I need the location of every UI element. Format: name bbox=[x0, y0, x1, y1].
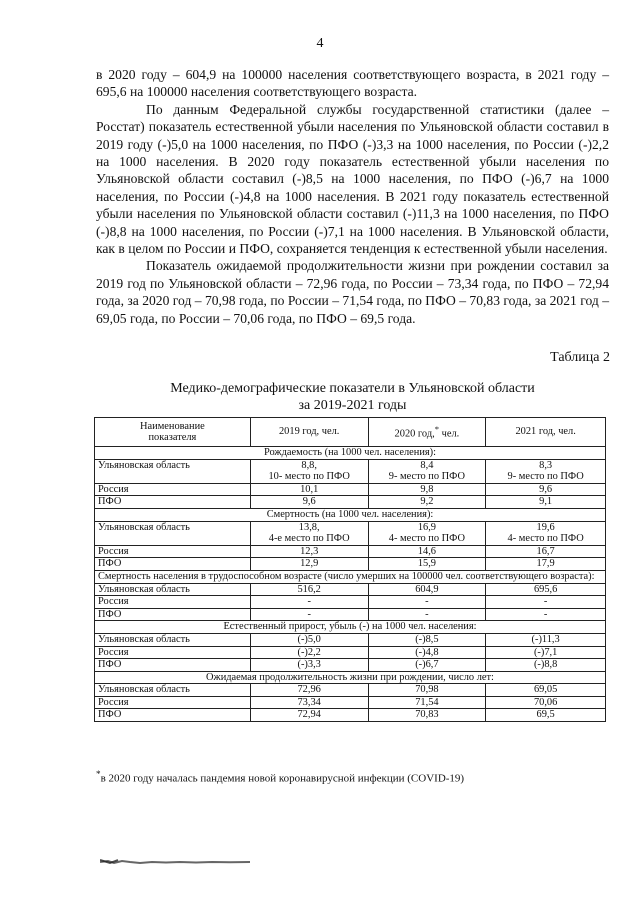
cell: 8,4 9- место по ПФО bbox=[368, 459, 486, 483]
row-name: ПФО bbox=[95, 608, 251, 621]
row-name: ПФО bbox=[95, 659, 251, 672]
cell: (-)8,5 bbox=[368, 633, 486, 646]
footnote-text: в 2020 году началась пандемия новой коронавирусной инфекции (COVID-19) bbox=[100, 772, 465, 785]
section-life: Ожидаемая продолжительность жизни при рождении, число лет: bbox=[95, 671, 606, 684]
paragraph-2: По данным Федеральной службы государственной статистики (далее – Росстат) показатель естественной убыли населения по Ульяновской области составил в 2019 году (-)5,0 на 1000 населения, по ПФО (-)3,3 на 1000 населения, по России (-)2,2 на 1000 населения. В 2020 году показатель естественной убыли населения по Ульяновской области составил (-)8,5 на 1000 населения, по ПФО (-)6,7 на 1000 населения, по России (-)4,8 на 1000 населения. В 2021 году показатель естественной убыли населения по Ульяновской области составил (-)11,3 на 1000 населения, по ПФО (-)8,8 на 1000 населения, по России (-)7,1 на 1000 населения. В Ульяновской области, как в целом по России и ПФО, сохраняется тенденция к естественной убыли населения. bbox=[96, 101, 609, 257]
header-2021: 2021 год, чел. bbox=[486, 418, 606, 447]
cell: (-)4,8 bbox=[368, 646, 486, 659]
table-row bbox=[95, 709, 606, 722]
cell: 8,3 9- место по ПФО bbox=[486, 459, 606, 483]
row-name: Россия bbox=[95, 483, 251, 496]
cell: 71,54 bbox=[368, 696, 486, 709]
cell: 69,5 bbox=[486, 709, 606, 722]
section-row bbox=[95, 671, 606, 684]
table-header-row bbox=[95, 418, 606, 447]
cell: (-)11,3 bbox=[486, 633, 606, 646]
table-label: Таблица 2 bbox=[550, 350, 610, 365]
cell: 9,6 bbox=[486, 483, 606, 496]
row-name: ПФО bbox=[95, 709, 251, 722]
cell: 516,2 bbox=[250, 583, 368, 596]
row-name: Ульяновская область bbox=[95, 459, 251, 483]
header-2020-suffix: чел. bbox=[439, 428, 460, 440]
table-row bbox=[95, 558, 606, 571]
row-name: Россия bbox=[95, 596, 251, 609]
caption-line-1: Медико-демографические показатели в Ульяновской области bbox=[170, 381, 535, 396]
cell: - bbox=[250, 596, 368, 609]
paragraph-3: Показатель ожидаемой продолжительности жизни при рождении составил за 2019 год по Ульяновской области – 72,96 года, по России – 73,34 года, по ПФО – 72,94 года, за 2020 год – 70,98 года, по России – 71,54 года, по ПФО – 70,83 года, за 2021 год – 69,05 года, по России – 70,06 года, по ПФО – 69,5 года. bbox=[96, 258, 609, 326]
cell: (-)3,3 bbox=[250, 659, 368, 672]
cell: 16,9 4- место по ПФО bbox=[368, 521, 486, 545]
table-row bbox=[95, 608, 606, 621]
table-caption bbox=[96, 380, 609, 414]
row-name: Ульяновская область bbox=[95, 684, 251, 697]
cell: - bbox=[368, 596, 486, 609]
cell: (-)2,2 bbox=[250, 646, 368, 659]
cell: (-)6,7 bbox=[368, 659, 486, 672]
table-row bbox=[95, 646, 606, 659]
cell: 72,96 bbox=[250, 684, 368, 697]
cell: 12,9 bbox=[250, 558, 368, 571]
cell: 73,34 bbox=[250, 696, 368, 709]
cell: - bbox=[486, 608, 606, 621]
table-row bbox=[95, 521, 606, 545]
cell: 70,98 bbox=[368, 684, 486, 697]
cell: 17,9 bbox=[486, 558, 606, 571]
section-row bbox=[95, 508, 606, 521]
header-name: Наименование показателя bbox=[95, 418, 251, 447]
section-working-death: Смертность населения в трудоспособном возрасте (число умерших на 100000 чел. соответствующего возраста): bbox=[95, 570, 606, 583]
cell: 8,8, 10- место по ПФО bbox=[250, 459, 368, 483]
footnote bbox=[96, 769, 464, 785]
cell: 72,94 bbox=[250, 709, 368, 722]
row-name: Ульяновская область bbox=[95, 633, 251, 646]
cell: 9,1 bbox=[486, 496, 606, 509]
section-natural: Естественный прирост, убыль (-) на 1000 чел. населения: bbox=[95, 621, 606, 634]
cell: 15,9 bbox=[368, 558, 486, 571]
footnote-mark: * bbox=[96, 769, 101, 779]
page-number: 4 bbox=[316, 36, 324, 51]
section-row bbox=[95, 570, 606, 583]
header-2019: 2019 год, чел. bbox=[250, 418, 368, 447]
cell: 9,6 bbox=[250, 496, 368, 509]
cell: 9,8 bbox=[368, 483, 486, 496]
table-row bbox=[95, 583, 606, 596]
table-row bbox=[95, 545, 606, 558]
table-row bbox=[95, 596, 606, 609]
cell: - bbox=[486, 596, 606, 609]
section-row bbox=[95, 621, 606, 634]
cell: 19,6 4- место по ПФО bbox=[486, 521, 606, 545]
row-name: Россия bbox=[95, 696, 251, 709]
cell: 70,06 bbox=[486, 696, 606, 709]
row-name: Россия bbox=[95, 545, 251, 558]
row-name: Ульяновская область bbox=[95, 521, 251, 545]
cell: 13,8, 4-е место по ПФО bbox=[250, 521, 368, 545]
table-row bbox=[95, 684, 606, 697]
section-row bbox=[95, 447, 606, 460]
table-row bbox=[95, 633, 606, 646]
table-row bbox=[95, 659, 606, 672]
cell: - bbox=[250, 608, 368, 621]
stats-table bbox=[94, 417, 606, 722]
row-name: ПФО bbox=[95, 558, 251, 571]
scan-artifact bbox=[100, 858, 260, 866]
cell: (-)8,8 bbox=[486, 659, 606, 672]
cell: (-)5,0 bbox=[250, 633, 368, 646]
cell: 69,05 bbox=[486, 684, 606, 697]
cell: - bbox=[368, 608, 486, 621]
cell: 10,1 bbox=[250, 483, 368, 496]
header-2020-label: 2020 год, bbox=[394, 428, 435, 440]
table-row bbox=[95, 459, 606, 483]
header-2020-footnote-mark: * bbox=[434, 423, 440, 434]
cell: 695,6 bbox=[486, 583, 606, 596]
cell: 70,83 bbox=[368, 709, 486, 722]
section-death: Смертность (на 1000 чел. населения): bbox=[95, 508, 606, 521]
paragraph-1: в 2020 году – 604,9 на 100000 населения соответствующего возраста, в 2021 году – 695,6 на 100000 населения соответствующего возраста. bbox=[96, 67, 609, 100]
body-text bbox=[96, 66, 609, 327]
table-row bbox=[95, 483, 606, 496]
cell: (-)7,1 bbox=[486, 646, 606, 659]
row-name: Ульяновская область bbox=[95, 583, 251, 596]
cell: 14,6 bbox=[368, 545, 486, 558]
cell: 16,7 bbox=[486, 545, 606, 558]
cell: 9,2 bbox=[368, 496, 486, 509]
row-name: Россия bbox=[95, 646, 251, 659]
header-2020 bbox=[368, 418, 486, 447]
caption-line-2: за 2019-2021 годы bbox=[298, 398, 407, 413]
table-row bbox=[95, 496, 606, 509]
table-row bbox=[95, 696, 606, 709]
cell: 12,3 bbox=[250, 545, 368, 558]
row-name: ПФО bbox=[95, 496, 251, 509]
cell: 604,9 bbox=[368, 583, 486, 596]
section-birth: Рождаемость (на 1000 чел. населения): bbox=[95, 447, 606, 460]
